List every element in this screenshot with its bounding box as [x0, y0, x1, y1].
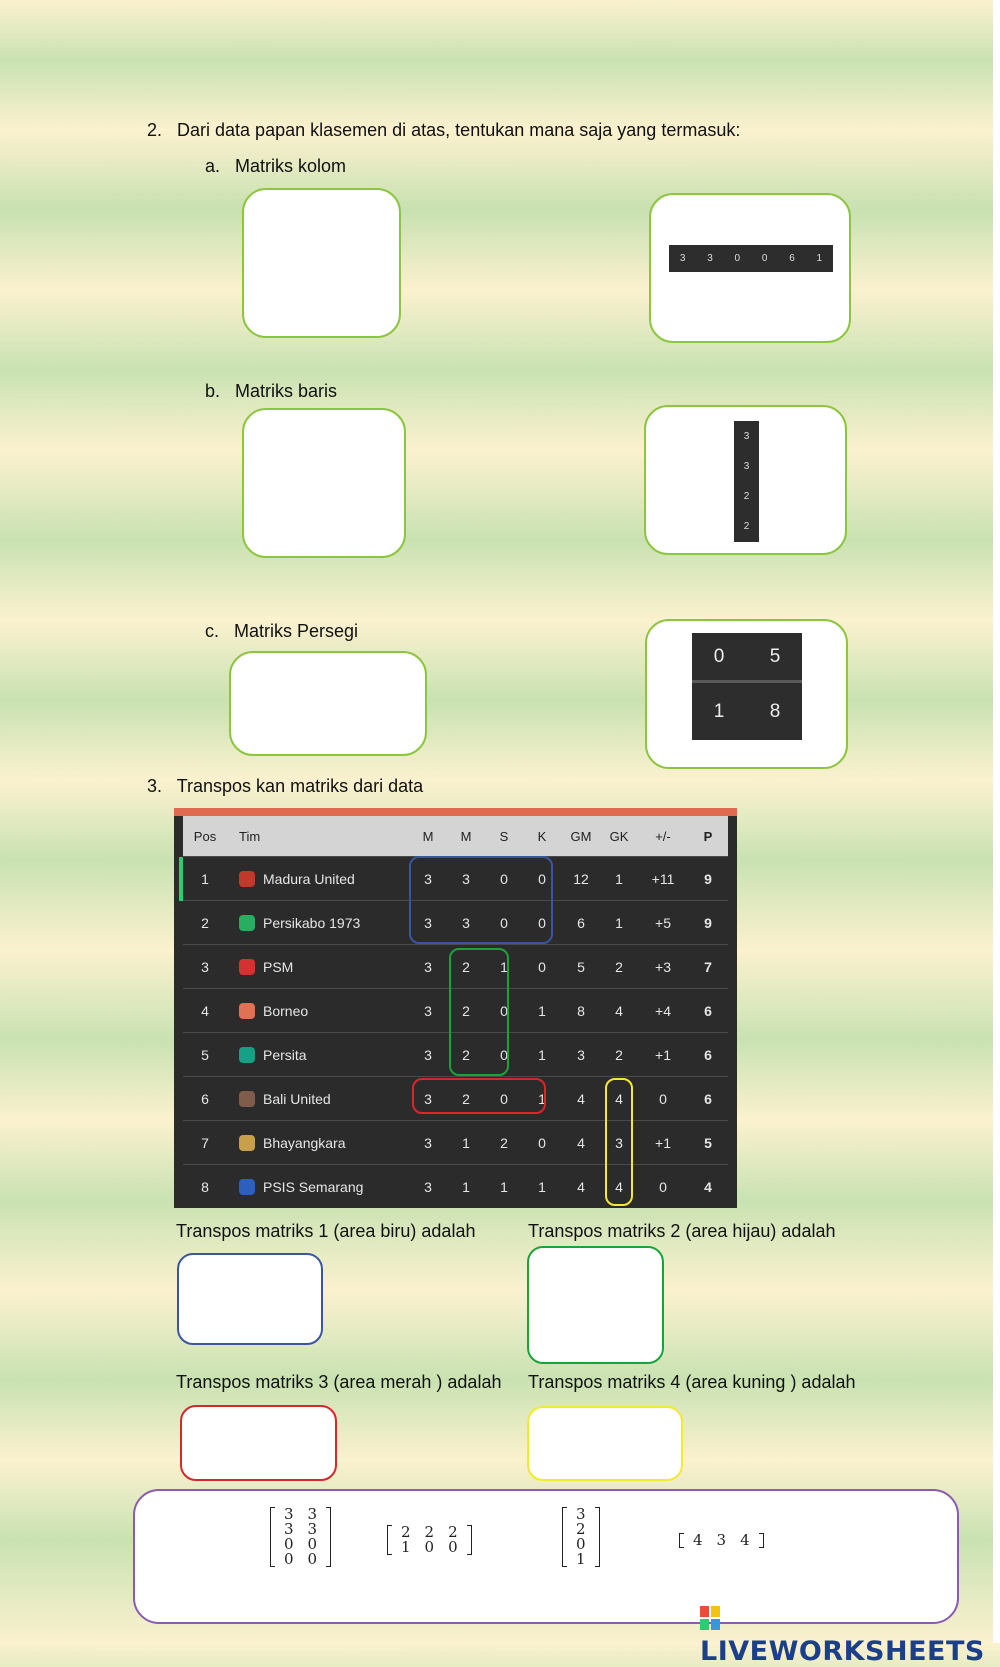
cell-gd: 0: [659, 1178, 667, 1195]
header-s: S: [499, 828, 509, 844]
matrix-cell: 4: [693, 1531, 703, 1549]
matrix-cell: 0: [307, 1550, 318, 1568]
cell-p: 4: [704, 1178, 712, 1195]
right-bracket-icon: [467, 1525, 472, 1555]
table-header: [183, 816, 728, 856]
column-matrix-image: [734, 421, 759, 542]
cell-m1: 3: [424, 914, 432, 931]
answer-bank: [133, 1489, 959, 1624]
drop-zone-matriks-persegi[interactable]: [229, 651, 427, 756]
cell-s: 0: [500, 914, 508, 931]
table-accent-bar: [174, 808, 737, 816]
cell-k: 1: [538, 1002, 546, 1019]
matrix-table: [686, 1533, 757, 1548]
cell-pos: 7: [201, 1134, 209, 1151]
cell-m2: 1: [462, 1134, 470, 1151]
matrix-cell: 1: [401, 1538, 411, 1556]
matrix-cell: 0: [448, 1538, 458, 1556]
cell-p: 9: [704, 870, 712, 887]
matrix-cell: 0: [576, 1535, 586, 1553]
drop-zone-transpose-4-yellow[interactable]: [527, 1406, 683, 1481]
cell-m1: 3: [424, 1090, 432, 1107]
left-bracket-icon: [270, 1507, 275, 1567]
cell-gk: 2: [615, 1046, 623, 1063]
cell-gk: 2: [615, 958, 623, 975]
cell-k: 0: [538, 958, 546, 975]
cell-m2: 3: [462, 914, 470, 931]
column-matrix-value: 2: [743, 491, 750, 503]
answer-option-2[interactable]: [387, 1525, 472, 1555]
cell-gd: +1: [655, 1134, 671, 1151]
drop-zone-transpose-1-blue[interactable]: [177, 1253, 323, 1345]
label-transpose-3: Transpos matriks 3 (area merah ) adalah: [176, 1372, 502, 1392]
team-logo-icon: [239, 915, 255, 931]
cell-s: 2: [500, 1134, 508, 1151]
matrix-cell: 3: [576, 1505, 586, 1523]
drop-zone-transpose-3-red[interactable]: [180, 1405, 337, 1481]
row-matrix-value: 6: [789, 253, 795, 264]
header-gk: GK: [609, 828, 629, 844]
cell-k: 1: [538, 1046, 546, 1063]
liveworksheets-logo[interactable]: [700, 1605, 1000, 1667]
team-logo-icon: [239, 871, 255, 887]
cell-k: 0: [538, 1134, 546, 1151]
cell-gd: +3: [655, 958, 671, 975]
matrix-cell: 0: [424, 1538, 435, 1556]
square-matrix-image: [692, 633, 802, 740]
row-matrix-value: 3: [679, 253, 686, 264]
team-logo-icon: [239, 959, 255, 975]
right-bracket-icon: [595, 1507, 600, 1567]
card-row-matrix[interactable]: [649, 193, 851, 343]
matrix-cell: 0: [284, 1550, 294, 1568]
row-matrix-value: 0: [761, 253, 768, 264]
matrix-cell: 3: [716, 1531, 727, 1549]
cell-gd: 0: [659, 1090, 667, 1107]
label-transpose-4: Transpos matriks 4 (area kuning ) adalah: [528, 1372, 856, 1392]
cell-m2: 2: [462, 1002, 470, 1019]
left-bracket-icon: [562, 1507, 567, 1567]
column-matrix-value: 3: [743, 430, 750, 442]
cell-k: 0: [538, 914, 546, 931]
cell-gm: 3: [577, 1046, 585, 1063]
cell-gd: +4: [655, 1002, 671, 1019]
cell-pos: 4: [201, 1002, 209, 1019]
cell-gm: 8: [577, 1002, 585, 1019]
cell-gd: +11: [651, 870, 675, 887]
cell-gk: 3: [615, 1134, 623, 1151]
cell-p: 6: [704, 1090, 712, 1107]
team-name: PSIS Semarang: [263, 1178, 364, 1195]
liveworksheets-mark-icon: [700, 1606, 722, 1632]
cell-p: 6: [704, 1002, 712, 1019]
header-pos: Pos: [193, 828, 217, 844]
team-name: Bhayangkara: [263, 1134, 346, 1151]
cell-pos: 6: [201, 1090, 209, 1107]
team-cell: [235, 857, 415, 900]
team-cell: [235, 1077, 415, 1120]
team-logo-icon: [239, 1135, 255, 1151]
answer-option-3[interactable]: [562, 1507, 600, 1567]
header-m: M: [460, 828, 472, 844]
cell-gk: 4: [615, 1002, 623, 1019]
left-bracket-icon: [387, 1525, 392, 1555]
matrix-cell: 4: [740, 1531, 750, 1549]
cell-pos: 1: [201, 870, 209, 887]
square-matrix-value: 1: [713, 701, 725, 722]
matrix-cell: 2: [448, 1523, 458, 1541]
cell-p: 7: [704, 958, 712, 975]
table-row: [183, 1120, 728, 1164]
matrix-table: [569, 1507, 593, 1567]
cell-m2: 2: [462, 958, 470, 975]
team-cell: [235, 945, 415, 988]
matrix-cell: 3: [307, 1520, 318, 1538]
cell-gk: 1: [615, 870, 623, 887]
cell-k: 1: [538, 1178, 546, 1195]
card-square-matrix[interactable]: [645, 619, 848, 769]
cell-m1: 3: [424, 1046, 432, 1063]
cell-gm: 4: [577, 1178, 585, 1195]
matrix-cell: 3: [284, 1505, 294, 1523]
team-name: Madura United: [263, 870, 355, 887]
team-logo-icon: [239, 1179, 255, 1195]
question-3-title: 3. Transpos kan matriks dari data: [147, 776, 424, 796]
page-right-edge: [993, 0, 1000, 1643]
cell-gk: 4: [615, 1090, 623, 1107]
column-matrix-value: 3: [743, 460, 750, 472]
square-matrix-value: 5: [769, 646, 781, 667]
cell-m1: 3: [424, 870, 432, 887]
row-matrix-value: 1: [816, 253, 823, 264]
cell-pos: 5: [201, 1046, 209, 1063]
cell-m2: 2: [462, 1046, 470, 1063]
answer-option-1[interactable]: [270, 1507, 331, 1567]
cell-m1: 3: [424, 958, 432, 975]
row-matrix-value: 0: [734, 253, 741, 264]
square-matrix-value: 8: [769, 701, 781, 722]
answer-option-4[interactable]: [679, 1533, 764, 1548]
cell-pos: 2: [201, 914, 209, 931]
right-bracket-icon: [326, 1507, 331, 1567]
highlight-red-area: [412, 1078, 546, 1114]
cell-s: 0: [500, 1002, 508, 1019]
label-matriks-kolom: a. Matriks kolom: [205, 156, 347, 176]
team-cell: [235, 1033, 415, 1076]
cell-gm: 4: [577, 1090, 585, 1107]
cell-s: 1: [500, 1178, 508, 1195]
team-name: Persita: [263, 1046, 307, 1063]
team-name: PSM: [263, 958, 294, 975]
header-m: M: [422, 828, 434, 844]
cell-pos: 3: [201, 958, 209, 975]
cell-gm: 6: [577, 914, 585, 931]
team-name: Borneo: [263, 1002, 309, 1019]
label-transpose-1: Transpos matriks 1 (area biru) adalah: [176, 1221, 476, 1241]
cell-p: 9: [704, 914, 712, 931]
row-matrix-value: 3: [707, 253, 713, 264]
cell-k: 0: [538, 870, 546, 887]
cell-gk: 4: [615, 1178, 623, 1195]
column-matrix-value: 2: [743, 521, 750, 533]
cell-s: 0: [500, 870, 508, 887]
cell-gk: 1: [615, 914, 623, 931]
left-bracket-icon: [679, 1533, 684, 1548]
drop-zone-transpose-2-green[interactable]: [527, 1246, 664, 1364]
cell-s: 0: [500, 1090, 508, 1107]
liveworksheets-brand-text: LIVEWORKSHEETS: [700, 1636, 985, 1667]
matrix-cell: 0: [307, 1535, 318, 1553]
cell-s: 1: [500, 958, 508, 975]
cell-pos: 8: [201, 1178, 209, 1195]
cell-gm: 5: [577, 958, 585, 975]
cell-p: 6: [704, 1046, 712, 1063]
team-logo-icon: [239, 1003, 255, 1019]
table-body: [183, 816, 728, 1208]
cell-m1: 3: [424, 1134, 432, 1151]
cell-gd: +5: [655, 914, 671, 931]
matrix-cell: 2: [424, 1523, 435, 1541]
label-matriks-baris: b. Matriks baris: [205, 381, 338, 401]
header-p: P: [703, 828, 713, 844]
highlight-blue-area: [409, 856, 553, 944]
cell-p: 5: [704, 1134, 712, 1151]
matrix-cell: 2: [401, 1523, 411, 1541]
team-name: Persikabo 1973: [263, 914, 361, 931]
team-cell: [235, 1121, 415, 1164]
header-gm: GM: [570, 828, 592, 844]
cell-gm: 12: [573, 870, 589, 887]
cell-m1: 3: [424, 1178, 432, 1195]
team-name: Bali United: [263, 1090, 331, 1107]
standings-table: [174, 808, 737, 1208]
header-tim: Tim: [239, 828, 261, 844]
square-matrix-value: 0: [713, 646, 725, 667]
cell-s: 0: [500, 1046, 508, 1063]
matrix-cell: 3: [284, 1520, 294, 1538]
cell-m1: 3: [424, 1002, 432, 1019]
label-transpose-2: Transpos matriks 2 (area hijau) adalah: [528, 1221, 836, 1241]
cell-m2: 3: [462, 870, 470, 887]
square-matrix-divider: [692, 680, 802, 683]
matrix-cell: 1: [576, 1550, 586, 1568]
cell-gd: +1: [655, 1046, 671, 1063]
row-matrix-image: [669, 245, 833, 272]
team-cell: [235, 901, 415, 944]
cell-gm: 4: [577, 1134, 585, 1151]
right-bracket-icon: [759, 1533, 764, 1548]
table-row: [183, 1164, 728, 1208]
highlight-green-area: [449, 948, 509, 1076]
highlight-yellow-area: [605, 1078, 633, 1206]
team-cell: [235, 989, 415, 1032]
cell-k: 1: [538, 1090, 546, 1107]
question-2-title: 2. Dari data papan klasemen di atas, tentukan mana saja yang termasuk:: [147, 120, 741, 140]
matrix-cell: 3: [307, 1505, 318, 1523]
header-goal-diff: +/-: [655, 828, 671, 844]
team-logo-icon: [239, 1091, 255, 1107]
drop-zone-matriks-kolom[interactable]: [242, 188, 401, 338]
matrix-table: [394, 1525, 465, 1555]
matrix-cell: 0: [284, 1535, 294, 1553]
matrix-table: [277, 1507, 324, 1567]
card-column-matrix[interactable]: [644, 405, 847, 555]
header-k: K: [537, 828, 547, 844]
label-matriks-persegi: c. Matriks Persegi: [205, 621, 359, 641]
team-cell: [235, 1165, 415, 1208]
cell-m2: 2: [462, 1090, 470, 1107]
team-logo-icon: [239, 1047, 255, 1063]
drop-zone-matriks-baris[interactable]: [242, 408, 406, 558]
cell-m2: 1: [462, 1178, 470, 1195]
matrix-cell: 2: [576, 1520, 586, 1538]
